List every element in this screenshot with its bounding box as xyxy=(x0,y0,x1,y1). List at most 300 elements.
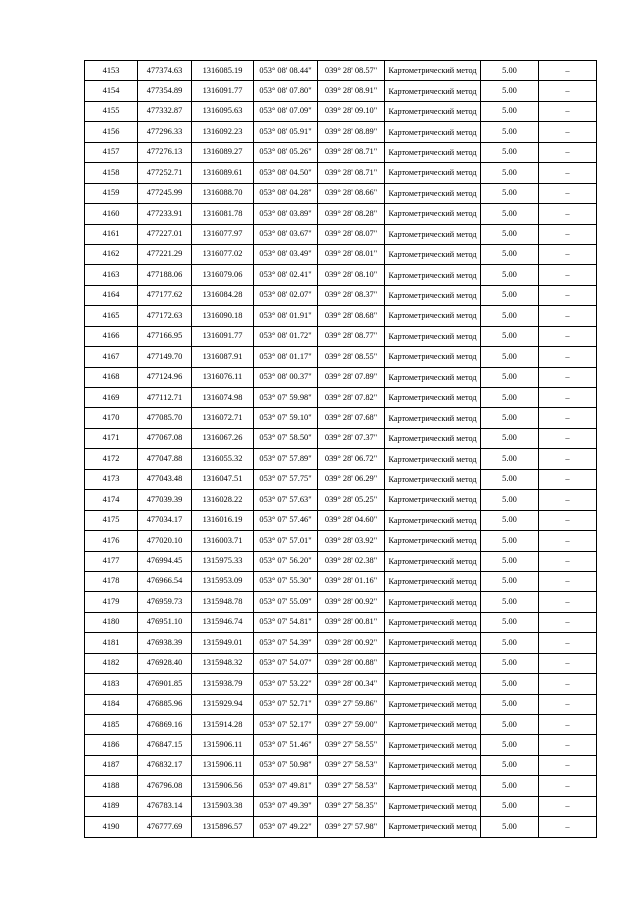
table-row xyxy=(85,101,597,121)
table-row xyxy=(85,674,597,694)
table-row xyxy=(85,244,597,264)
longitude-cell: 039° 28' 03.92" xyxy=(318,531,385,551)
description-cell: – xyxy=(539,224,597,244)
description-cell: – xyxy=(539,796,597,816)
accuracy-cell: 5.00 xyxy=(481,449,539,469)
method-cell: Картометрический метод xyxy=(385,612,481,632)
accuracy-cell: 5.00 xyxy=(481,592,539,612)
method-cell: Картометрический метод xyxy=(385,694,481,714)
x-coordinate-cell: 476796.08 xyxy=(138,776,192,796)
y-coordinate-cell: 1315946.74 xyxy=(192,612,254,632)
x-coordinate-cell: 477043.48 xyxy=(138,469,192,489)
method-cell: Картометрический метод xyxy=(385,122,481,142)
x-coordinate-cell: 476938.39 xyxy=(138,633,192,653)
x-coordinate-cell: 476959.73 xyxy=(138,592,192,612)
x-coordinate-cell: 477034.17 xyxy=(138,510,192,530)
description-cell: – xyxy=(539,510,597,530)
point-number-cell: 4186 xyxy=(85,735,138,755)
y-coordinate-cell: 1316003.71 xyxy=(192,531,254,551)
longitude-cell: 039° 28' 00.92" xyxy=(318,592,385,612)
latitude-cell: 053° 07' 49.81" xyxy=(254,776,318,796)
latitude-cell: 053° 07' 55.30" xyxy=(254,571,318,591)
accuracy-cell: 5.00 xyxy=(481,551,539,571)
method-cell: Картометрический метод xyxy=(385,183,481,203)
latitude-cell: 053° 08' 01.72" xyxy=(254,326,318,346)
x-coordinate-cell: 477245.99 xyxy=(138,183,192,203)
latitude-cell: 053° 08' 07.09" xyxy=(254,101,318,121)
point-number-cell: 4187 xyxy=(85,755,138,775)
y-coordinate-cell: 1316087.91 xyxy=(192,347,254,367)
method-cell: Картометрический метод xyxy=(385,163,481,183)
longitude-cell: 039° 28' 08.71" xyxy=(318,142,385,162)
y-coordinate-cell: 1315949.01 xyxy=(192,633,254,653)
y-coordinate-cell: 1315948.78 xyxy=(192,592,254,612)
x-coordinate-cell: 477039.39 xyxy=(138,490,192,510)
accuracy-cell: 5.00 xyxy=(481,755,539,775)
table-row xyxy=(85,715,597,735)
description-cell: – xyxy=(539,817,597,837)
description-cell: – xyxy=(539,449,597,469)
method-cell: Картометрический метод xyxy=(385,551,481,571)
latitude-cell: 053° 07' 59.98" xyxy=(254,388,318,408)
table-row xyxy=(85,285,597,305)
point-number-cell: 4173 xyxy=(85,469,138,489)
point-number-cell: 4167 xyxy=(85,347,138,367)
point-number-cell: 4185 xyxy=(85,715,138,735)
accuracy-cell: 5.00 xyxy=(481,122,539,142)
x-coordinate-cell: 477020.10 xyxy=(138,531,192,551)
y-coordinate-cell: 1316074.98 xyxy=(192,388,254,408)
point-number-cell: 4175 xyxy=(85,510,138,530)
x-coordinate-cell: 476928.40 xyxy=(138,653,192,673)
latitude-cell: 053° 07' 51.46" xyxy=(254,735,318,755)
accuracy-cell: 5.00 xyxy=(481,817,539,837)
method-cell: Картометрический метод xyxy=(385,674,481,694)
accuracy-cell: 5.00 xyxy=(481,633,539,653)
x-coordinate-cell: 477166.95 xyxy=(138,326,192,346)
x-coordinate-cell: 477149.70 xyxy=(138,347,192,367)
table-row xyxy=(85,776,597,796)
accuracy-cell: 5.00 xyxy=(481,61,539,81)
accuracy-cell: 5.00 xyxy=(481,367,539,387)
table-row xyxy=(85,61,597,81)
y-coordinate-cell: 1316077.02 xyxy=(192,244,254,264)
y-coordinate-cell: 1316072.71 xyxy=(192,408,254,428)
longitude-cell: 039° 27' 59.00" xyxy=(318,715,385,735)
method-cell: Картометрический метод xyxy=(385,388,481,408)
point-number-cell: 4169 xyxy=(85,388,138,408)
accuracy-cell: 5.00 xyxy=(481,490,539,510)
y-coordinate-cell: 1316067.26 xyxy=(192,428,254,448)
accuracy-cell: 5.00 xyxy=(481,265,539,285)
method-cell: Картометрический метод xyxy=(385,61,481,81)
longitude-cell: 039° 27' 57.98" xyxy=(318,817,385,837)
x-coordinate-cell: 476869.16 xyxy=(138,715,192,735)
method-cell: Картометрический метод xyxy=(385,735,481,755)
method-cell: Картометрический метод xyxy=(385,347,481,367)
table-row xyxy=(85,612,597,632)
description-cell: – xyxy=(539,755,597,775)
longitude-cell: 039° 28' 08.91" xyxy=(318,81,385,101)
method-cell: Картометрический метод xyxy=(385,204,481,224)
table-row xyxy=(85,142,597,162)
table-row xyxy=(85,408,597,428)
table-row xyxy=(85,449,597,469)
latitude-cell: 053° 07' 57.63" xyxy=(254,490,318,510)
x-coordinate-cell: 476783.14 xyxy=(138,796,192,816)
accuracy-cell: 5.00 xyxy=(481,469,539,489)
longitude-cell: 039° 28' 08.71" xyxy=(318,163,385,183)
method-cell: Картометрический метод xyxy=(385,755,481,775)
method-cell: Картометрический метод xyxy=(385,244,481,264)
method-cell: Картометрический метод xyxy=(385,796,481,816)
longitude-cell: 039° 27' 58.35" xyxy=(318,796,385,816)
accuracy-cell: 5.00 xyxy=(481,796,539,816)
x-coordinate-cell: 477047.88 xyxy=(138,449,192,469)
x-coordinate-cell: 476951.10 xyxy=(138,612,192,632)
y-coordinate-cell: 1316092.23 xyxy=(192,122,254,142)
y-coordinate-cell: 1315914.28 xyxy=(192,715,254,735)
description-cell: – xyxy=(539,694,597,714)
x-coordinate-cell: 477252.71 xyxy=(138,163,192,183)
y-coordinate-cell: 1316085.19 xyxy=(192,61,254,81)
latitude-cell: 053° 07' 59.10" xyxy=(254,408,318,428)
longitude-cell: 039° 28' 07.82" xyxy=(318,388,385,408)
method-cell: Картометрический метод xyxy=(385,428,481,448)
method-cell: Картометрический метод xyxy=(385,592,481,612)
point-number-cell: 4178 xyxy=(85,571,138,591)
point-number-cell: 4181 xyxy=(85,633,138,653)
table-row xyxy=(85,735,597,755)
point-number-cell: 4182 xyxy=(85,653,138,673)
description-cell: – xyxy=(539,285,597,305)
latitude-cell: 053° 08' 01.17" xyxy=(254,347,318,367)
latitude-cell: 053° 08' 00.37" xyxy=(254,367,318,387)
y-coordinate-cell: 1316089.27 xyxy=(192,142,254,162)
y-coordinate-cell: 1315948.32 xyxy=(192,653,254,673)
x-coordinate-cell: 477112.71 xyxy=(138,388,192,408)
longitude-cell: 039° 28' 05.25" xyxy=(318,490,385,510)
accuracy-cell: 5.00 xyxy=(481,735,539,755)
point-number-cell: 4164 xyxy=(85,285,138,305)
description-cell: – xyxy=(539,326,597,346)
x-coordinate-cell: 476901.85 xyxy=(138,674,192,694)
description-cell: – xyxy=(539,81,597,101)
point-number-cell: 4155 xyxy=(85,101,138,121)
table-row xyxy=(85,183,597,203)
description-cell: – xyxy=(539,715,597,735)
latitude-cell: 053° 07' 54.07" xyxy=(254,653,318,673)
latitude-cell: 053° 07' 54.39" xyxy=(254,633,318,653)
y-coordinate-cell: 1316090.18 xyxy=(192,306,254,326)
description-cell: – xyxy=(539,163,597,183)
latitude-cell: 053° 08' 05.26" xyxy=(254,142,318,162)
point-number-cell: 4160 xyxy=(85,204,138,224)
x-coordinate-cell: 477276.13 xyxy=(138,142,192,162)
y-coordinate-cell: 1315896.57 xyxy=(192,817,254,837)
latitude-cell: 053° 08' 03.49" xyxy=(254,244,318,264)
accuracy-cell: 5.00 xyxy=(481,694,539,714)
description-cell: – xyxy=(539,408,597,428)
longitude-cell: 039° 28' 04.60" xyxy=(318,510,385,530)
method-cell: Картометрический метод xyxy=(385,142,481,162)
point-number-cell: 4158 xyxy=(85,163,138,183)
description-cell: – xyxy=(539,244,597,264)
table-row xyxy=(85,796,597,816)
point-number-cell: 4163 xyxy=(85,265,138,285)
y-coordinate-cell: 1316079.06 xyxy=(192,265,254,285)
description-cell: – xyxy=(539,531,597,551)
latitude-cell: 053° 08' 02.07" xyxy=(254,285,318,305)
point-number-cell: 4153 xyxy=(85,61,138,81)
description-cell: – xyxy=(539,674,597,694)
latitude-cell: 053° 07' 52.17" xyxy=(254,715,318,735)
point-number-cell: 4189 xyxy=(85,796,138,816)
y-coordinate-cell: 1316084.28 xyxy=(192,285,254,305)
latitude-cell: 053° 08' 08.44" xyxy=(254,61,318,81)
accuracy-cell: 5.00 xyxy=(481,326,539,346)
x-coordinate-cell: 476885.96 xyxy=(138,694,192,714)
accuracy-cell: 5.00 xyxy=(481,612,539,632)
y-coordinate-cell: 1316077.97 xyxy=(192,224,254,244)
latitude-cell: 053° 08' 01.91" xyxy=(254,306,318,326)
y-coordinate-cell: 1316088.70 xyxy=(192,183,254,203)
latitude-cell: 053° 08' 04.28" xyxy=(254,183,318,203)
accuracy-cell: 5.00 xyxy=(481,715,539,735)
accuracy-cell: 5.00 xyxy=(481,285,539,305)
longitude-cell: 039° 28' 00.88" xyxy=(318,653,385,673)
longitude-cell: 039° 28' 08.57" xyxy=(318,61,385,81)
accuracy-cell: 5.00 xyxy=(481,408,539,428)
y-coordinate-cell: 1315906.11 xyxy=(192,735,254,755)
x-coordinate-cell: 476994.45 xyxy=(138,551,192,571)
accuracy-cell: 5.00 xyxy=(481,81,539,101)
longitude-cell: 039° 27' 59.86" xyxy=(318,694,385,714)
latitude-cell: 053° 07' 57.01" xyxy=(254,531,318,551)
x-coordinate-cell: 477221.29 xyxy=(138,244,192,264)
accuracy-cell: 5.00 xyxy=(481,163,539,183)
longitude-cell: 039° 28' 08.10" xyxy=(318,265,385,285)
description-cell: – xyxy=(539,633,597,653)
y-coordinate-cell: 1316076.11 xyxy=(192,367,254,387)
accuracy-cell: 5.00 xyxy=(481,244,539,264)
latitude-cell: 053° 07' 54.81" xyxy=(254,612,318,632)
latitude-cell: 053° 08' 05.91" xyxy=(254,122,318,142)
longitude-cell: 039° 28' 06.29" xyxy=(318,469,385,489)
table-row xyxy=(85,817,597,837)
method-cell: Картометрический метод xyxy=(385,817,481,837)
longitude-cell: 039° 28' 08.28" xyxy=(318,204,385,224)
table-row xyxy=(85,653,597,673)
description-cell: – xyxy=(539,612,597,632)
method-cell: Картометрический метод xyxy=(385,367,481,387)
longitude-cell: 039° 27' 58.53" xyxy=(318,776,385,796)
method-cell: Картометрический метод xyxy=(385,715,481,735)
y-coordinate-cell: 1316016.19 xyxy=(192,510,254,530)
description-cell: – xyxy=(539,571,597,591)
latitude-cell: 053° 08' 07.80" xyxy=(254,81,318,101)
table-row xyxy=(85,122,597,142)
description-cell: – xyxy=(539,367,597,387)
longitude-cell: 039° 28' 00.34" xyxy=(318,674,385,694)
table-row xyxy=(85,347,597,367)
y-coordinate-cell: 1315903.38 xyxy=(192,796,254,816)
x-coordinate-cell: 477124.96 xyxy=(138,367,192,387)
method-cell: Картометрический метод xyxy=(385,306,481,326)
accuracy-cell: 5.00 xyxy=(481,776,539,796)
longitude-cell: 039° 28' 08.89" xyxy=(318,122,385,142)
description-cell: – xyxy=(539,265,597,285)
coordinates-table xyxy=(84,60,597,838)
method-cell: Картометрический метод xyxy=(385,510,481,530)
latitude-cell: 053° 08' 02.41" xyxy=(254,265,318,285)
x-coordinate-cell: 477296.33 xyxy=(138,122,192,142)
accuracy-cell: 5.00 xyxy=(481,388,539,408)
accuracy-cell: 5.00 xyxy=(481,224,539,244)
y-coordinate-cell: 1316055.32 xyxy=(192,449,254,469)
x-coordinate-cell: 477067.08 xyxy=(138,428,192,448)
point-number-cell: 4184 xyxy=(85,694,138,714)
latitude-cell: 053° 07' 50.98" xyxy=(254,755,318,775)
longitude-cell: 039° 28' 09.10" xyxy=(318,101,385,121)
table-row xyxy=(85,224,597,244)
latitude-cell: 053° 08' 03.67" xyxy=(254,224,318,244)
y-coordinate-cell: 1315975.33 xyxy=(192,551,254,571)
x-coordinate-cell: 477188.06 xyxy=(138,265,192,285)
table-row xyxy=(85,81,597,101)
table-row xyxy=(85,428,597,448)
accuracy-cell: 5.00 xyxy=(481,306,539,326)
point-number-cell: 4176 xyxy=(85,531,138,551)
point-number-cell: 4183 xyxy=(85,674,138,694)
x-coordinate-cell: 477172.63 xyxy=(138,306,192,326)
table-row xyxy=(85,204,597,224)
x-coordinate-cell: 476847.15 xyxy=(138,735,192,755)
description-cell: – xyxy=(539,204,597,224)
point-number-cell: 4170 xyxy=(85,408,138,428)
table-row xyxy=(85,633,597,653)
method-cell: Картометрический метод xyxy=(385,81,481,101)
point-number-cell: 4172 xyxy=(85,449,138,469)
method-cell: Картометрический метод xyxy=(385,265,481,285)
latitude-cell: 053° 07' 57.89" xyxy=(254,449,318,469)
table-row xyxy=(85,367,597,387)
table-row xyxy=(85,490,597,510)
y-coordinate-cell: 1315953.09 xyxy=(192,571,254,591)
longitude-cell: 039° 28' 00.92" xyxy=(318,633,385,653)
longitude-cell: 039° 28' 08.07" xyxy=(318,224,385,244)
table-row xyxy=(85,592,597,612)
y-coordinate-cell: 1316081.78 xyxy=(192,204,254,224)
longitude-cell: 039° 28' 08.77" xyxy=(318,326,385,346)
method-cell: Картометрический метод xyxy=(385,531,481,551)
description-cell: – xyxy=(539,735,597,755)
latitude-cell: 053° 07' 49.22" xyxy=(254,817,318,837)
point-number-cell: 4161 xyxy=(85,224,138,244)
x-coordinate-cell: 477374.63 xyxy=(138,61,192,81)
latitude-cell: 053° 07' 52.71" xyxy=(254,694,318,714)
longitude-cell: 039° 27' 58.55" xyxy=(318,735,385,755)
table-row xyxy=(85,163,597,183)
description-cell: – xyxy=(539,490,597,510)
point-number-cell: 4162 xyxy=(85,244,138,264)
table-row xyxy=(85,531,597,551)
point-number-cell: 4177 xyxy=(85,551,138,571)
accuracy-cell: 5.00 xyxy=(481,204,539,224)
method-cell: Картометрический метод xyxy=(385,633,481,653)
point-number-cell: 4168 xyxy=(85,367,138,387)
description-cell: – xyxy=(539,428,597,448)
description-cell: – xyxy=(539,388,597,408)
x-coordinate-cell: 477177.62 xyxy=(138,285,192,305)
description-cell: – xyxy=(539,469,597,489)
latitude-cell: 053° 08' 03.89" xyxy=(254,204,318,224)
description-cell: – xyxy=(539,183,597,203)
longitude-cell: 039° 28' 07.37" xyxy=(318,428,385,448)
x-coordinate-cell: 477085.70 xyxy=(138,408,192,428)
table-row xyxy=(85,551,597,571)
y-coordinate-cell: 1316089.61 xyxy=(192,163,254,183)
x-coordinate-cell: 476966.54 xyxy=(138,571,192,591)
description-cell: – xyxy=(539,592,597,612)
longitude-cell: 039° 28' 01.16" xyxy=(318,571,385,591)
y-coordinate-cell: 1315929.94 xyxy=(192,694,254,714)
accuracy-cell: 5.00 xyxy=(481,571,539,591)
x-coordinate-cell: 477233.91 xyxy=(138,204,192,224)
description-cell: – xyxy=(539,142,597,162)
point-number-cell: 4165 xyxy=(85,306,138,326)
point-number-cell: 4188 xyxy=(85,776,138,796)
longitude-cell: 039° 28' 07.68" xyxy=(318,408,385,428)
point-number-cell: 4180 xyxy=(85,612,138,632)
accuracy-cell: 5.00 xyxy=(481,531,539,551)
method-cell: Картометрический метод xyxy=(385,285,481,305)
method-cell: Картометрический метод xyxy=(385,101,481,121)
table-row xyxy=(85,265,597,285)
longitude-cell: 039° 28' 08.66" xyxy=(318,183,385,203)
latitude-cell: 053° 07' 49.39" xyxy=(254,796,318,816)
y-coordinate-cell: 1315906.56 xyxy=(192,776,254,796)
method-cell: Картометрический метод xyxy=(385,653,481,673)
longitude-cell: 039° 28' 02.38" xyxy=(318,551,385,571)
description-cell: – xyxy=(539,347,597,367)
description-cell: – xyxy=(539,653,597,673)
y-coordinate-cell: 1316028.22 xyxy=(192,490,254,510)
accuracy-cell: 5.00 xyxy=(481,142,539,162)
table-row xyxy=(85,469,597,489)
table-row xyxy=(85,755,597,775)
x-coordinate-cell: 477354.89 xyxy=(138,81,192,101)
point-number-cell: 4171 xyxy=(85,428,138,448)
description-cell: – xyxy=(539,776,597,796)
table-row xyxy=(85,510,597,530)
point-number-cell: 4154 xyxy=(85,81,138,101)
x-coordinate-cell: 477227.01 xyxy=(138,224,192,244)
longitude-cell: 039° 28' 07.89" xyxy=(318,367,385,387)
longitude-cell: 039° 28' 00.81" xyxy=(318,612,385,632)
method-cell: Картометрический метод xyxy=(385,776,481,796)
table-row xyxy=(85,326,597,346)
description-cell: – xyxy=(539,306,597,326)
y-coordinate-cell: 1315906.11 xyxy=(192,755,254,775)
point-number-cell: 4156 xyxy=(85,122,138,142)
method-cell: Картометрический метод xyxy=(385,571,481,591)
table-row xyxy=(85,571,597,591)
longitude-cell: 039° 28' 06.72" xyxy=(318,449,385,469)
latitude-cell: 053° 07' 58.50" xyxy=(254,428,318,448)
method-cell: Картометрический метод xyxy=(385,490,481,510)
point-number-cell: 4166 xyxy=(85,326,138,346)
